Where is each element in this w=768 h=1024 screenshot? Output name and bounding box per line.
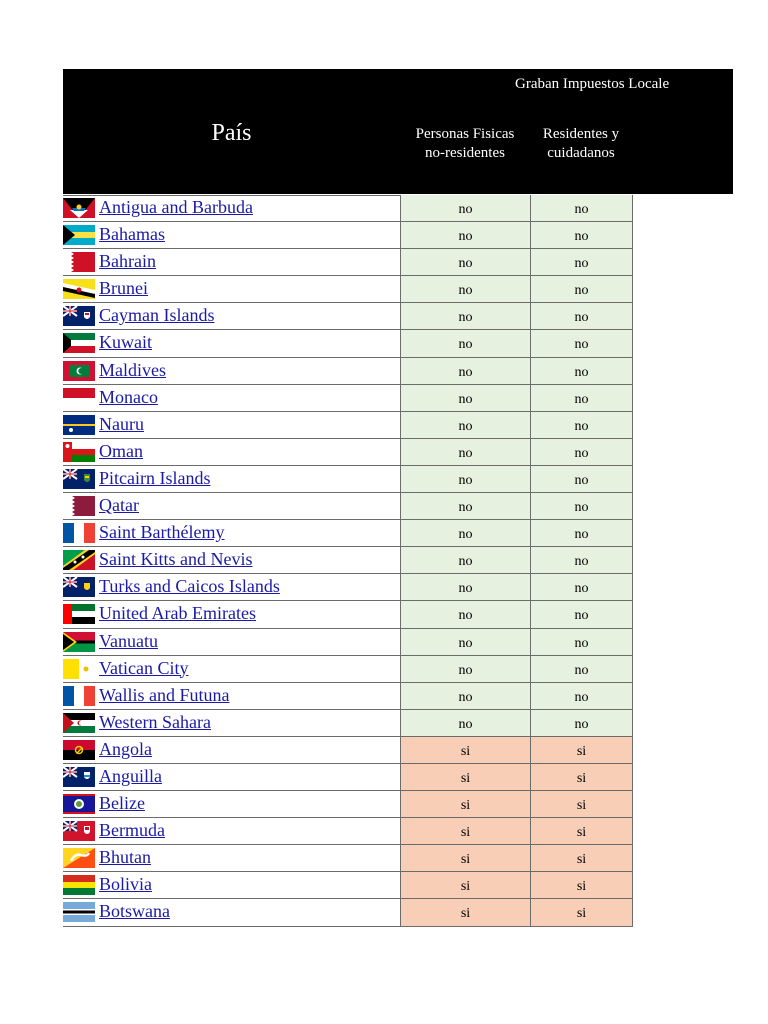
wallis-futuna-flag-icon <box>63 686 95 706</box>
resident-tax-cell: no <box>530 656 633 682</box>
country-link[interactable]: Monaco <box>99 386 158 407</box>
nonresident-tax-cell: si <box>400 818 530 844</box>
table-row <box>63 818 633 845</box>
resident-tax-cell: si <box>530 791 633 817</box>
country-table-body <box>63 195 733 927</box>
resident-tax-cell: no <box>530 276 633 302</box>
country-link[interactable]: Turks and Caicos Islands <box>99 576 280 597</box>
resident-tax-cell: no <box>530 547 633 573</box>
resident-tax-cell: no <box>530 466 633 492</box>
nonresident-tax-cell: si <box>400 764 530 790</box>
cayman-flag-icon <box>63 306 95 326</box>
country-link[interactable]: Qatar <box>99 495 139 516</box>
resident-tax-cell: no <box>530 330 633 356</box>
resident-tax-cell: si <box>530 764 633 790</box>
maldives-flag-icon <box>63 361 95 381</box>
resident-tax-cell: no <box>530 574 633 600</box>
resident-tax-cell: no <box>530 710 633 736</box>
table-row <box>63 791 633 818</box>
nonresident-tax-cell: no <box>400 330 530 356</box>
turks-caicos-flag-icon <box>63 577 95 597</box>
nonresident-tax-cell: no <box>400 683 530 709</box>
table-row <box>63 493 633 520</box>
country-link[interactable]: Kuwait <box>99 332 152 353</box>
resident-tax-cell: si <box>530 899 633 925</box>
country-link[interactable]: Wallis and Futuna <box>99 684 230 705</box>
resident-header-line1: Residentes y <box>542 126 620 142</box>
country-link[interactable]: Bahrain <box>99 251 156 272</box>
country-link[interactable]: Belize <box>99 793 145 814</box>
country-link[interactable]: Bermuda <box>99 820 165 841</box>
table-row <box>63 737 633 764</box>
resident-header-line2: cuidadanos <box>547 145 615 161</box>
country-column-header: País <box>211 120 252 146</box>
saint-barthelemy-flag-icon <box>63 523 95 543</box>
resident-tax-cell: si <box>530 845 633 871</box>
vanuatu-flag-icon <box>63 632 95 652</box>
country-link[interactable]: Oman <box>99 440 143 461</box>
resident-tax-cell: no <box>530 629 633 655</box>
table-header <box>63 69 733 194</box>
nonresident-tax-cell: no <box>400 222 530 248</box>
nauru-flag-icon <box>63 415 95 435</box>
nonresident-tax-cell: no <box>400 520 530 546</box>
angola-flag-icon <box>63 740 95 760</box>
nonresident-tax-cell: no <box>400 195 530 221</box>
nonresident-header-line1: Personas Fisicas <box>415 126 515 142</box>
table-row <box>63 303 633 330</box>
table-row <box>63 330 633 357</box>
country-link[interactable]: Bhutan <box>99 847 151 868</box>
table-row <box>63 656 633 683</box>
resident-tax-cell: si <box>530 818 633 844</box>
uae-flag-icon <box>63 604 95 624</box>
nonresident-tax-cell: no <box>400 629 530 655</box>
anguilla-flag-icon <box>63 767 95 787</box>
country-link[interactable]: Saint Kitts and Nevis <box>99 549 253 570</box>
nonresident-tax-cell: si <box>400 791 530 817</box>
resident-tax-cell: no <box>530 195 633 221</box>
bahamas-flag-icon <box>63 225 95 245</box>
country-link[interactable]: Western Sahara <box>99 711 211 732</box>
nonresident-tax-cell: no <box>400 385 530 411</box>
table-row <box>63 520 633 547</box>
kuwait-flag-icon <box>63 333 95 353</box>
country-link[interactable]: Antigua and Barbuda <box>99 197 253 217</box>
nonresident-tax-cell: no <box>400 601 530 627</box>
nonresident-tax-cell: no <box>400 249 530 275</box>
country-link[interactable]: Botswana <box>99 901 170 922</box>
brunei-flag-icon <box>63 279 95 299</box>
table-row <box>63 358 633 385</box>
botswana-flag-icon <box>63 902 95 922</box>
country-link[interactable]: Anguilla <box>99 765 162 786</box>
resident-tax-cell: no <box>530 601 633 627</box>
belize-flag-icon <box>63 794 95 814</box>
resident-tax-cell: no <box>530 412 633 438</box>
country-link[interactable]: United Arab Emirates <box>99 603 256 624</box>
country-link[interactable]: Vatican City <box>99 657 189 678</box>
table-row <box>63 195 633 222</box>
resident-tax-cell: no <box>530 249 633 275</box>
pitcairn-flag-icon <box>63 469 95 489</box>
table-row <box>63 385 633 412</box>
table-row <box>63 710 633 737</box>
nonresident-tax-cell: si <box>400 737 530 763</box>
table-row <box>63 574 633 601</box>
vatican-flag-icon <box>63 659 95 679</box>
table-row <box>63 899 633 926</box>
nonresident-tax-cell: si <box>400 845 530 871</box>
table-row <box>63 222 633 249</box>
nonresident-tax-cell: no <box>400 493 530 519</box>
nonresident-tax-cell: no <box>400 412 530 438</box>
nonresident-tax-cell: no <box>400 547 530 573</box>
table-row <box>63 629 633 656</box>
resident-tax-cell: no <box>530 222 633 248</box>
bahrain-flag-icon <box>63 252 95 272</box>
country-link[interactable]: Nauru <box>99 413 144 434</box>
nonresident-tax-cell: no <box>400 466 530 492</box>
resident-tax-cell: no <box>530 385 633 411</box>
resident-tax-cell: si <box>530 737 633 763</box>
monaco-flag-icon <box>63 388 95 408</box>
resident-tax-cell: no <box>530 683 633 709</box>
nonresident-tax-cell: no <box>400 710 530 736</box>
nonresident-tax-cell: no <box>400 358 530 384</box>
saint-kitts-flag-icon <box>63 550 95 570</box>
table-row <box>63 249 633 276</box>
qatar-flag-icon <box>63 496 95 516</box>
bermuda-flag-icon <box>63 821 95 841</box>
nonresident-tax-cell: no <box>400 574 530 600</box>
nonresident-tax-cell: no <box>400 439 530 465</box>
western-sahara-flag-icon <box>63 713 95 733</box>
country-link[interactable]: Cayman Islands <box>99 305 215 326</box>
country-link[interactable]: Vanuatu <box>99 630 158 651</box>
table-row <box>63 683 633 710</box>
table-row <box>63 466 633 493</box>
table-row <box>63 845 633 872</box>
table-row <box>63 276 633 303</box>
table-row <box>63 439 633 466</box>
table-row <box>63 547 633 574</box>
oman-flag-icon <box>63 442 95 462</box>
bolivia-flag-icon <box>63 875 95 895</box>
country-link[interactable]: Pitcairn Islands <box>99 467 211 488</box>
nonresident-tax-cell: si <box>400 899 530 925</box>
table-row <box>63 764 633 791</box>
country-link[interactable]: Bahamas <box>99 224 165 245</box>
nonresident-tax-cell: no <box>400 303 530 329</box>
country-link[interactable]: Saint Barthélemy <box>99 522 225 543</box>
table-row <box>63 872 633 899</box>
resident-tax-cell: no <box>530 439 633 465</box>
nonresident-header-line2: no-residentes <box>425 145 505 161</box>
country-link[interactable]: Brunei <box>99 278 148 299</box>
country-link[interactable]: Maldives <box>99 359 166 380</box>
country-link[interactable]: Bolivia <box>99 874 152 895</box>
nonresident-tax-cell: no <box>400 276 530 302</box>
resident-column-header <box>530 125 632 163</box>
group-title: Graban Impuestos Locale <box>515 76 670 92</box>
resident-tax-cell: no <box>530 493 633 519</box>
resident-tax-cell: si <box>530 872 633 898</box>
resident-tax-cell: no <box>530 303 633 329</box>
resident-tax-cell: no <box>530 358 633 384</box>
nonresident-tax-cell: no <box>400 656 530 682</box>
country-link[interactable]: Angola <box>99 738 152 759</box>
resident-tax-cell: no <box>530 520 633 546</box>
nonresident-tax-cell: si <box>400 872 530 898</box>
bhutan-flag-icon <box>63 848 95 868</box>
antigua-flag-icon <box>63 198 95 218</box>
table-row <box>63 601 633 628</box>
nonresident-column-header <box>400 125 530 163</box>
table-row <box>63 412 633 439</box>
